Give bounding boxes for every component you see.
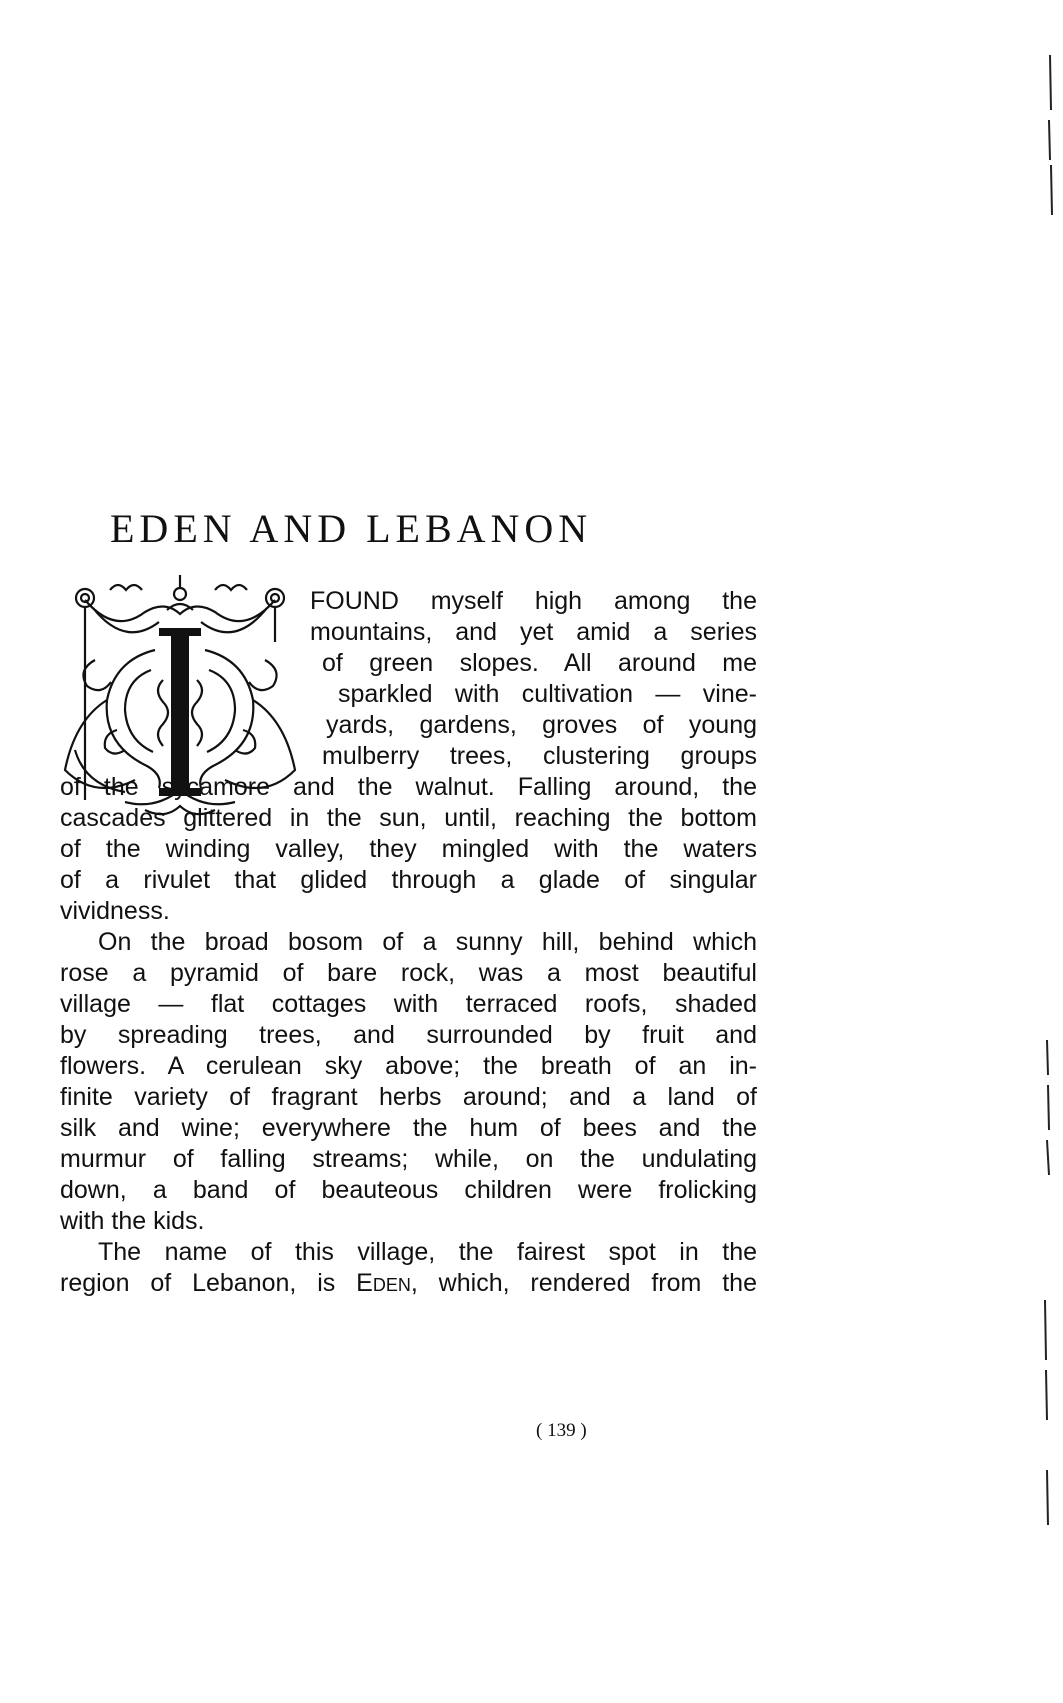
page-number: ( 139 ) xyxy=(536,1420,587,1441)
text-line: vividness. xyxy=(60,897,170,925)
scan-edge-marks xyxy=(1033,0,1063,1703)
text-line: by spreading trees, and surrounded by fruit and xyxy=(60,1021,757,1049)
body-text xyxy=(60,587,757,1300)
text-line: murmur of falling streams; while, on the undulating xyxy=(60,1145,757,1173)
text-line: cascades glittered in the sun, until, reaching the bottom xyxy=(60,804,757,832)
text-fragment: , which, rendered from the xyxy=(410,1269,757,1297)
text-line: yards, gardens, groves of young xyxy=(326,711,757,739)
text-line: of green slopes. All around me xyxy=(322,649,757,677)
text-line: flowers. A cerulean sky above; the breath of an in- xyxy=(60,1052,757,1080)
text-line: finite variety of fragrant herbs around; and a land of xyxy=(60,1083,757,1111)
text-line: The name of this village, the fairest spot in the xyxy=(98,1238,757,1266)
text-line: silk and wine; everywhere the hum of bees and the xyxy=(60,1114,757,1142)
text-line: mountains, and yet amid a series xyxy=(310,618,757,646)
text-line: of the sycamore and the walnut. Falling around, the xyxy=(60,773,757,801)
text-line: with the kids. xyxy=(60,1207,205,1235)
text-line: down, a band of beauteous children were frolicking xyxy=(60,1176,757,1204)
text-line: village — flat cottages with terraced roofs, shaded xyxy=(60,990,757,1018)
text-line xyxy=(60,1267,757,1300)
text-line: sparkled with cultivation — vine- xyxy=(338,680,757,708)
text-fragment: region of Lebanon, is xyxy=(60,1269,357,1297)
chapter-title: EDEN AND LEBANON xyxy=(110,506,593,551)
text-line: FOUND myself high among the xyxy=(310,587,757,615)
village-name: Eden xyxy=(356,1269,411,1297)
text-line: mulberry trees, clustering groups xyxy=(322,742,757,770)
text-line: rose a pyramid of bare rock, was a most beautiful xyxy=(60,959,757,987)
text-line: of the winding valley, they mingled with the waters xyxy=(60,835,757,863)
text-line: On the broad bosom of a sunny hill, behind which xyxy=(98,928,757,956)
text-line: of a rivulet that glided through a glade of singular xyxy=(60,866,757,894)
